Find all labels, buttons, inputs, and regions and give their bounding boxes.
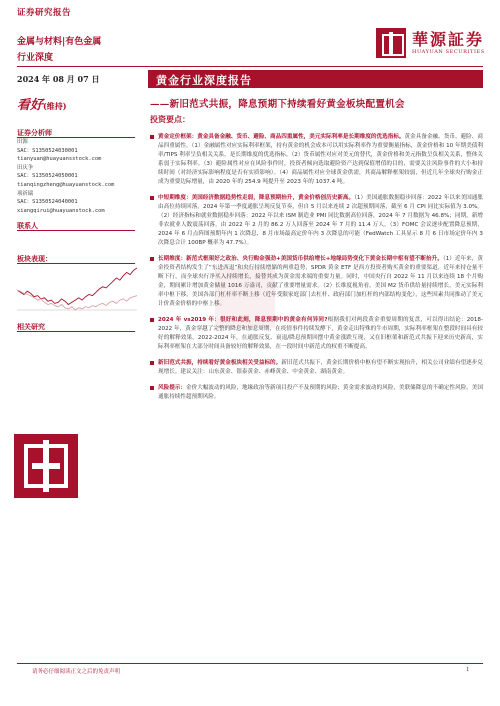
key-point-text: 新旧范式共振下，黄金长期价格中枢有望不断实现抬升，相关公司业绩有望逐步兑现增长。建议关注：山东黄金、银泰黄金、赤峰黄金、中金黄金、湖南黄金。 (158, 360, 483, 375)
key-point-highlight: 中短期维度：美国经济数据趋势性走弱，降息预期抬升，黄金价格创历史新高。 (158, 195, 355, 201)
related-divider (17, 331, 135, 332)
top-label: 证券研究报告 (17, 8, 72, 18)
square-bullet-icon (150, 257, 154, 261)
key-point-highlight: 风险提示： (158, 385, 187, 391)
key-points-list (148, 133, 483, 402)
trend-series-line (17, 290, 137, 310)
square-bullet-icon (150, 135, 154, 139)
key-point-paragraph (148, 255, 483, 309)
square-bullet-icon (150, 318, 154, 322)
key-points-label: 投资要点： (150, 114, 190, 124)
logo-name-en: HUAYUAN SECURITIES (412, 49, 485, 55)
category-label: 金属与材料|有色金属 (17, 37, 102, 47)
key-point-paragraph (148, 316, 483, 352)
analyst-line: SAC：S1350524030001 (17, 147, 78, 154)
analyst-line: SAC：S1350524050001 (17, 173, 78, 180)
analyst-line: 田源 (17, 139, 28, 145)
key-point-paragraph (148, 133, 483, 187)
header-divider (17, 66, 483, 67)
key-point-text: 根据我们对两段黄金重要周期的复盘，可以得出结论：2018-2022 年，黄金穿越了完整的降息和加息周期，在疫情事件持续发酵下，黄金走出特殊的牛市周期，实际利率框架在整段时间具有较好的解释效果。2022-2024 年，在通胀反复、衰退/降息预期回摆中黄金涨跌互现，又在旧框架和新范式共振下迎来历史新高，实际利率框架在大部分时间具备较好的解释效果，在一段时间中新范式的权重不断提高。 (158, 317, 483, 350)
subcategory-label: 行业深度 (17, 53, 54, 63)
square-bullet-icon (150, 386, 154, 390)
trend-heading: 板块表现： (17, 254, 52, 263)
square-bullet-icon (150, 196, 154, 200)
footer-divider (17, 663, 483, 664)
rating (17, 94, 67, 113)
key-point-paragraph (148, 384, 483, 402)
page-number: 1 (466, 667, 470, 673)
key-point-highlight: 新旧范式共振，持续看好黄金板块相关受益标的。 (158, 360, 282, 366)
contact-divider (17, 230, 135, 231)
report-title: 黄金行业深度报告 (156, 74, 252, 87)
key-point-text: （1）美国通胀数据稳步回落：2022 年以来美国通胀由高位持续回落，2024 年第一季度通胀呈现反复节奏，但自 5 月以来连续 2 次超预期回落，截至 6 月 CPI 同比实际值为 3.0%。（2）经济指标和就业数据稳步回落：2022 年以来 ISM 制造业 PMI 同比数据高位回落，2024 年 7 月数据为 46.8%；同期，新增非农就业人数震荡回落，由 2022 年 2 月的 86.2 万人回落至 2024 年 7 月的 11.4 万人。（3）FOMC 会议逐步配置降息预期，2024 年 6 月点阵图预期年内 1 次降息，8 月市场最高定价年内 3 次降息的可能（FedWatch 工具显示 8 月 6 日市场定价年内 3 次降息合计 100BP 概率为 47.7%）。 (158, 195, 483, 246)
logo-name-cn: 華源証券 (412, 30, 485, 49)
key-point-highlight: 长期维度：新范式框架好之政治、央行购金强劲+美国货币供给增长+地缘局势变化下黄金长期中枢有望不断抬升。 (158, 256, 443, 262)
disclaimer-note: 请务必仔细阅读正文之后的免责声明 (32, 669, 121, 675)
company-logo (376, 28, 485, 58)
key-point-text: （1）近年来，黄金投资者结构发生了“东进西退”和央行持续增储的两重趋势，SPDR 黄金 ETF 是西方投资者购买黄金的重要渠道，近年来持仓量不断下行，而全球央行净买入持续增长，接替其成为黄金需求端的重要力量。同时，中国央行自 2022 年 11 月以来连续 18 个月购金，期间累计增加黄金储量 1016 万盎司，贡献了重要增量需求。（2）长维度视角看，美国 M2 货币供给量持续增长，美元实际利率中枢下移，美国各部门杠杆率不断上移（近年受限家庭部门去杠杆、政府部门加杠杆的内部结构变化），这些因素共同推动了美元计价黄金价格的中枢上移。 (158, 256, 483, 307)
analyst-line: 项祈瑞 (17, 190, 34, 197)
report-date: 2024 年 08 月 07 日 (17, 74, 100, 84)
rating-note: (维持) (43, 101, 67, 111)
trend-series-line (17, 268, 137, 305)
analyst-heading: 证券分析师 (17, 128, 52, 137)
logo-mark-icon (376, 28, 406, 58)
analyst-line: SAC：S1350524040001 (17, 199, 78, 206)
main-content (148, 114, 483, 409)
key-point-text: 金价大幅波动的风险，地缘政治等新项目投产不及预期的风险；黄金需求波动的风险，美联储降息的不确定性风险，美国通胀持续性超预期风险。 (158, 385, 483, 400)
rating-value: 看好 (17, 98, 44, 113)
sector-trend-chart (17, 264, 137, 316)
contact-heading: 联系人 (17, 221, 38, 230)
key-point-text: 黄金具备金融、货币、避险、商品四重属性。（1）金融属性对应实际利率框架，持有黄金的机会成本可以用实际利率作为重要衡量指标，黄金价格和 10 年期美债利率/TIPS 利率呈负相关关系，是长期维度的优选指标。（2）货币属性对应对美元的替代，黄金价格和美元指数呈负相关关系，整体关系弱于实际利率。（3）避险属性对应在风险事件时，投资者倾向选取避险资产达到保值增值的目的，需要关注风险事件的大小和持续时间（对经济实际影响程度是否有实质影响）。（4）商品属性对应全球黄金供需，其商品解释框架较弱，但近几年全球央行购金正成为重要边际增量，由 2020 年的 254.9 吨提升至 2023 年的 1037.4 吨。 (158, 134, 483, 185)
analyst-line: tianyuan@huayuansstock.com (17, 156, 102, 163)
related-heading: 相关研究 (17, 322, 45, 331)
key-point-paragraph (148, 359, 483, 377)
key-point-paragraph (148, 194, 483, 248)
key-point-highlight: 黄金定价框架：黄金具备金融、货币、避险、商品四重属性，美元实际利率是长期维度的优选指标。 (158, 134, 405, 140)
report-subtitle: ——新旧范式共振，降息预期下持续看好黄金板块配置机会 (150, 99, 405, 110)
square-bullet-icon (150, 361, 154, 365)
analyst-list (17, 138, 142, 215)
brand-watermark-icon (14, 434, 78, 498)
analyst-line: tianqingzheng@huayuanstock.com (17, 181, 115, 188)
analyst-line: 田庆争 (17, 164, 34, 171)
analyst-line: xiangqirui@huayuanstock.com (17, 207, 105, 214)
key-point-highlight: 2024 年 vs2019 年：很好和此刻，降息预期中的黄金有何异同? (158, 317, 328, 323)
